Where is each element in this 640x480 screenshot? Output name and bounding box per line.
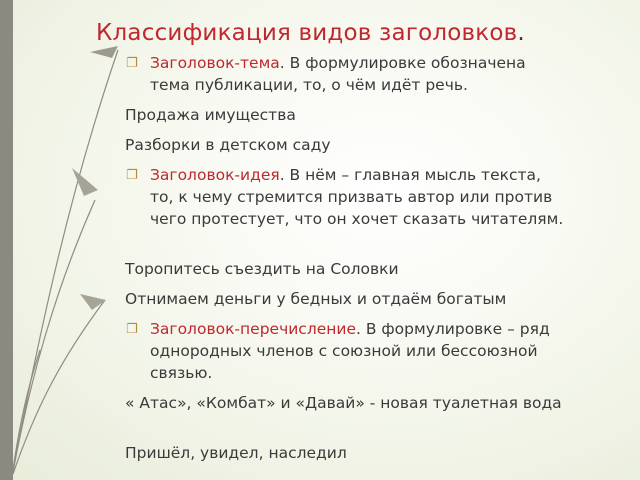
term-definition: . В формулировке – ряд однородных членов с союзной или бессоюзной связью.: [150, 320, 550, 382]
square-bullet-icon: ❐: [126, 322, 138, 337]
decorative-lines: [0, 0, 120, 480]
example-line: Торопитесь съездить на Соловки: [125, 260, 399, 278]
term-label: Заголовок-перечисление: [150, 320, 357, 338]
bullet-idea: [128, 164, 568, 230]
example-line: Продажа имущества: [125, 106, 296, 124]
bullet-text: [150, 164, 568, 230]
term-definition: . В формулировке обозначена тема публикации, то, о чём идёт речь.: [150, 54, 526, 94]
bullet-text: [150, 318, 568, 384]
title-punct: .: [517, 20, 525, 46]
slide-title-text: Классификация видов заголовков: [96, 20, 518, 46]
term-label: Заголовок-идея: [150, 166, 280, 184]
example-line: Отнимаем деньги у бедных и отдаём богатым: [125, 290, 507, 308]
slide-title: [96, 20, 525, 46]
square-bullet-icon: ❐: [126, 56, 138, 71]
bullet-text: [150, 52, 568, 96]
example-line: « Атас», «Комбат» и «Давай» - новая туалетная вода: [125, 394, 562, 412]
square-bullet-icon: ❐: [126, 168, 138, 183]
term-label: Заголовок-тема: [150, 54, 280, 72]
term-definition: . В нём – главная мысль текста, то, к чему стремится призвать автор или против чего протестует, что он хочет сказать читателям.: [150, 166, 564, 228]
bullet-enumeration: [128, 318, 568, 384]
bullet-theme: [128, 52, 568, 96]
example-line: Пришёл, увидел, наследил: [125, 444, 347, 462]
example-line: Разборки в детском саду: [125, 136, 331, 154]
